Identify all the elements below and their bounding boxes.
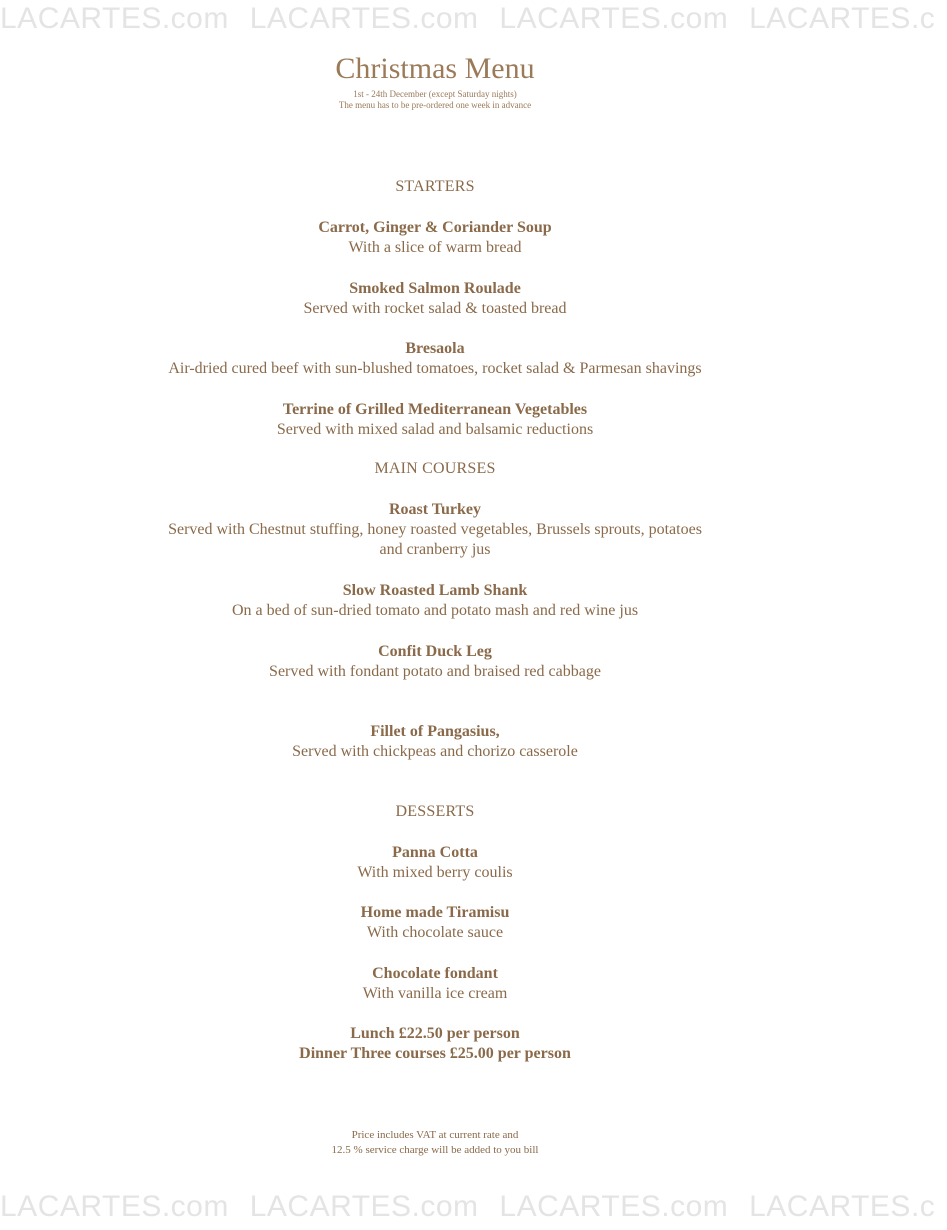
dish-name: Panna Cotta	[392, 844, 478, 861]
dish-item	[0, 339, 870, 379]
dish-item	[0, 642, 870, 682]
watermark-text: LACARTES.com	[0, 2, 229, 35]
watermark-bottom	[0, 1190, 936, 1230]
dish-name: Fillet of Pangasius,	[370, 723, 500, 740]
dish-item	[0, 279, 870, 319]
dish-name: Slow Roasted Lamb Shank	[342, 582, 528, 599]
watermark-text: LACARTES.c	[749, 1190, 936, 1223]
dish-description: Served with fondant potato and braised red cabbage	[269, 663, 601, 680]
watermark-text: LACARTES.com	[499, 1190, 729, 1223]
section-heading-mains: MAIN COURSES	[374, 460, 496, 477]
footer-vat-note: Price includes VAT at current rate and	[351, 1129, 519, 1141]
dish-description: Served with Chestnut stuffing, honey roasted vegetables, Brussels sprouts, potatoes	[168, 521, 702, 538]
dish-name: Terrine of Grilled Mediterranean Vegetables	[282, 401, 588, 418]
menu-note: The menu has to be pre-ordered one week in advance	[338, 100, 532, 110]
dish-description: With chocolate sauce	[366, 924, 504, 941]
dish-item	[0, 500, 870, 560]
menu-title: Christmas Menu	[335, 52, 535, 85]
dish-name: Home made Tiramisu	[360, 904, 510, 921]
dish-name: Smoked Salmon Roulade	[349, 280, 521, 297]
watermark-text: LACARTES.com	[499, 2, 729, 35]
dish-description: With mixed berry coulis	[357, 864, 513, 881]
watermark-text: LACARTES.com	[249, 1190, 479, 1223]
dish-item	[0, 400, 870, 440]
dish-description: Air-dried cured beef with sun-blushed tomatoes, rocket salad & Parmesan shavings	[168, 360, 702, 377]
dish-description: Served with mixed salad and balsamic reductions	[276, 421, 594, 438]
dish-name: Confit Duck Leg	[378, 643, 492, 660]
dish-item	[0, 218, 870, 258]
dish-description: Served with rocket salad & toasted bread	[303, 300, 567, 317]
dish-description: On a bed of sun-dried tomato and potato mash and red wine jus	[231, 602, 639, 619]
price-dinner: Dinner Three courses £25.00 per person	[299, 1045, 571, 1062]
dish-description: With a slice of warm bread	[348, 239, 522, 256]
dish-description: With vanilla ice cream	[362, 985, 508, 1002]
dish-item	[0, 581, 870, 621]
dish-item	[0, 843, 870, 883]
dish-name: Chocolate fondant	[372, 965, 498, 982]
watermark-text: LACARTES.com	[249, 2, 479, 35]
dish-item	[0, 903, 870, 943]
section-heading-starters: STARTERS	[395, 178, 475, 195]
dish-item	[0, 722, 870, 762]
dish-item	[0, 964, 870, 1004]
dish-name: Bresaola	[405, 340, 465, 357]
dish-name: Carrot, Ginger & Coriander Soup	[318, 219, 552, 236]
price-lunch: Lunch £22.50 per person	[350, 1025, 520, 1042]
watermark-text: LACARTES.com	[0, 1190, 229, 1223]
section-heading-desserts: DESSERTS	[395, 803, 475, 820]
dish-name: Roast Turkey	[388, 501, 482, 518]
menu-dates: 1st - 24th December (except Saturday nights)	[353, 89, 517, 99]
dish-description: Served with chickpeas and chorizo casserole	[292, 743, 578, 760]
dish-description-continued: and cranberry jus	[379, 541, 491, 558]
watermark-text: LACARTES.c	[749, 2, 936, 35]
watermark-top	[0, 2, 936, 42]
footer-service-note: 12.5 % service charge will be added to you bill	[331, 1144, 539, 1156]
